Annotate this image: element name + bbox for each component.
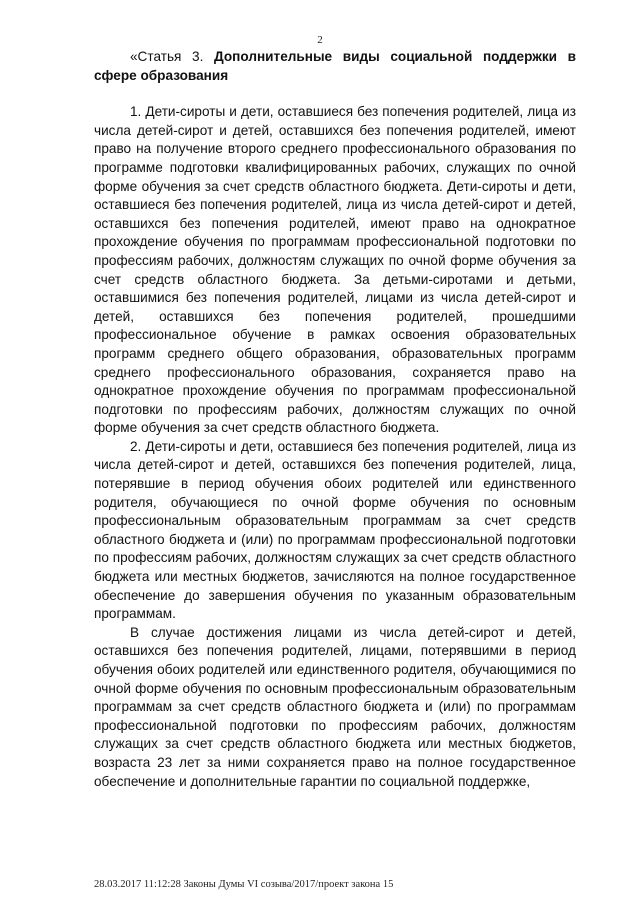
- document-body: [94, 48, 576, 791]
- page-number: 2: [317, 34, 323, 46]
- article-number: «Статья 3.: [130, 49, 204, 64]
- article-title: Дополнительные виды социальной поддержки в сфере образования: [94, 49, 577, 83]
- paragraph-1: 1. Дети-сироты и дети, оставшиеся без попечения родителей, лица из числа детей-сирот и детей, оставшихся без попечения родителей, имеют право на получение второго среднего профессионального образования по программе подготовки квалифицированных рабочих, служащих по очной форме обучения за счет средств областного бюджета. Дети-сироты и дети, оставшиеся без попечения родителей, лица из числа детей-сирот и детей, оставшихся без попечения родителей, имеют право на однократное прохождение обучения по программам профессиональной подготовки по профессиям рабочих, должностям служащих по очной форме обучения за счет средств областного бюджета. За детьми-сиротами и детьми, оставшимися без попечения родителей, лицами из числа детей-сирот и детей, оставшихся без попечения родителей, прошедшими профессиональное обучение в рамках освоения образовательных программ среднего общего образования, образовательных программ среднего профессионального образования, сохраняется право на однократное прохождение обучения по программам профессиональной подготовки по профессиям рабочих, должностям служащих по очной форме обучения за счет средств областного бюджета.: [94, 104, 576, 436]
- paragraph-2: 2. Дети-сироты и дети, оставшиеся без попечения родителей, лица из числа детей-сирот и детей, оставшихся без попечения родителей, лица, потерявшие в период обучения обоих родителей или единственного родителя, обучающиеся по очной форме обучения по основным профессиональным образовательным программам за счет средств областного бюджета и (или) по программам профессиональной подготовки по профессиям рабочих, должностям служащих за счет средств областного бюджета или местных бюджетов, зачисляются на полное государственное обеспечение до завершения обучения по указанным образовательным программам.: [94, 438, 576, 622]
- footer-filepath: 28.03.2017 11:12:28 Законы Думы VI созыва/2017/проект закона 15: [94, 879, 394, 890]
- article-heading: [94, 48, 576, 85]
- paragraph-3: В случае достижения лицами из числа детей-сирот и детей, оставшихся без попечения родителей, лицами, потерявшими в период обучения обоих родителей или единственного родителя, обучающимися по очной форме обучения по основным профессиональным образовательным программам за счет средств областного бюджета и (или) по программам профессиональной подготовки по профессиям рабочих, должностям служащих за счет средств областного бюджета или местных бюджетов, возраста 23 лет за ними сохраняется право на полное государственное обеспечение и дополнительные гарантии по социальной поддержке,: [94, 624, 576, 789]
